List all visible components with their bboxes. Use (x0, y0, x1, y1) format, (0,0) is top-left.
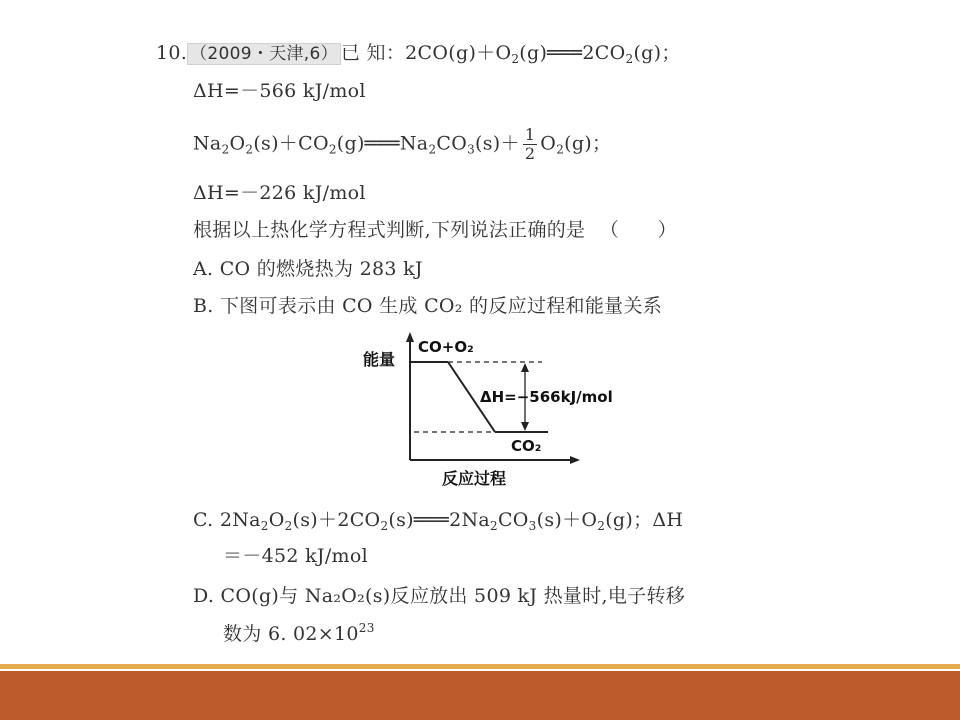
equation-2-enthalpy: ΔH=－226 kJ/mol (193, 182, 366, 204)
equation-1-enthalpy: ΔH=－566 kJ/mol (193, 80, 366, 102)
option-c: C. $2Na_2O_2(s)+2CO_2(s)═══2Na_2CO_3(s)+O_2(g)$；ΔH (193, 509, 684, 533)
option-b: B. 下图可表示由 CO 生成 CO₂ 的反应过程和能量关系 (193, 295, 663, 317)
energy-diagram (350, 332, 613, 492)
question-number: 10. (156, 42, 188, 64)
question-line-1: 10. （2009・天津,6） 已 知：$2CO(g)+O_2(g)═══2CO_2(g)$； (156, 42, 681, 66)
option-d-electron-count: 数为 6. 02×10 (223, 623, 359, 645)
product-label: CO₂ (511, 437, 542, 455)
question-intro: 已 知： (340, 42, 406, 64)
x-axis-arrow (570, 456, 580, 464)
fraction-one-half: $\frac{1}{2}$ (524, 125, 536, 163)
reactant-label: CO+O₂ (418, 338, 474, 356)
question-source: （2009・天津,6） (187, 43, 341, 65)
equation-2: $Na_2O_2(s)+CO_2(g)═══Na_2CO_3(s)+$ $\frac{1}{2}$ $O_2(g)$； (193, 125, 612, 163)
option-a: A. CO 的燃烧热为 283 kJ (193, 258, 423, 280)
footer-bar (0, 671, 960, 720)
question-stem-line (193, 217, 677, 243)
option-d-exponent: 23 (358, 621, 375, 635)
question-stem: 根据以上热化学方程式判断,下列说法正确的是 (193, 219, 586, 241)
enthalpy-arrow-head-up (521, 363, 529, 372)
footer-accent-line (0, 664, 960, 669)
y-axis-arrow (406, 332, 414, 342)
option-d-line-2 (223, 621, 375, 647)
x-axis-label: 反应过程 (442, 469, 507, 488)
enthalpy-label: ΔH=−566kJ/mol (480, 388, 613, 406)
option-c-enthalpy: ＝－452 kJ/mol (223, 545, 368, 567)
enthalpy-arrow-head-down (521, 422, 529, 431)
answer-blank: （ ） (599, 219, 677, 241)
option-d-line-1: D. CO(g)与 Na₂O₂(s)反应放出 509 kJ 热量时,电子转移 (193, 585, 686, 607)
y-axis-label: 能量 (363, 350, 396, 369)
